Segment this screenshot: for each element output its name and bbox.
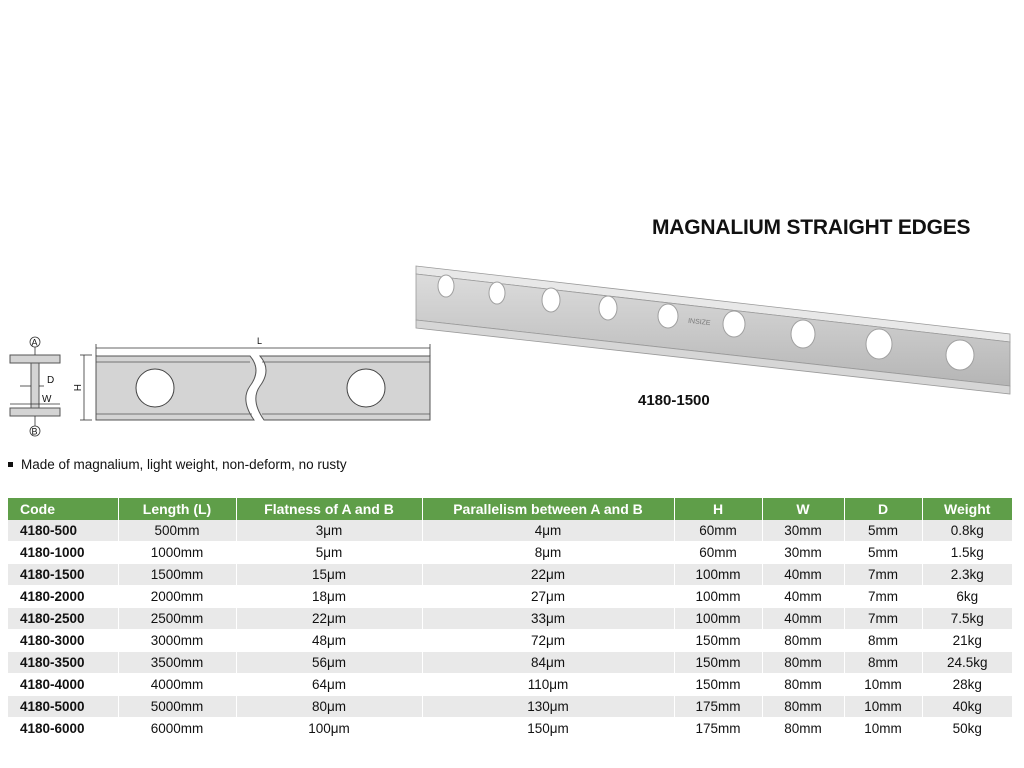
table-cell: 30mm (762, 520, 844, 542)
bullet-square-icon (8, 462, 13, 467)
table-cell: 80μm (236, 696, 422, 718)
brand-mark: INSIZE (687, 317, 711, 328)
table-cell: 6000mm (118, 718, 236, 740)
table-row (8, 696, 1012, 718)
table-cell: 500mm (118, 520, 236, 542)
table-cell: 100μm (236, 718, 422, 740)
table-cell: 5000mm (118, 696, 236, 718)
table-cell: 40mm (762, 608, 844, 630)
table-cell: 100mm (674, 564, 762, 586)
table-cell: 80mm (762, 718, 844, 740)
table-cell: 80mm (762, 630, 844, 652)
table-cell: 72μm (422, 630, 674, 652)
table-row (8, 520, 1012, 542)
column-header: Code (8, 498, 118, 520)
table-row (8, 718, 1012, 740)
label-w: W (42, 394, 52, 405)
table-cell: 8mm (844, 630, 922, 652)
table-cell: 10mm (844, 674, 922, 696)
model-code-cell: 4180-3000 (8, 630, 118, 652)
model-code-cell: 4180-2000 (8, 586, 118, 608)
table-cell: 150μm (422, 718, 674, 740)
table-cell: 2000mm (118, 586, 236, 608)
table-cell: 3μm (236, 520, 422, 542)
label-b: B (31, 426, 38, 437)
table-cell: 33μm (422, 608, 674, 630)
table-cell: 3500mm (118, 652, 236, 674)
table-cell: 100mm (674, 586, 762, 608)
table-cell: 80mm (762, 674, 844, 696)
table-row (8, 542, 1012, 564)
table-cell: 2500mm (118, 608, 236, 630)
column-header: W (762, 498, 844, 520)
table-cell: 175mm (674, 718, 762, 740)
label-l: L (257, 336, 263, 346)
feature-bullet (8, 457, 347, 472)
table-cell: 2.3kg (922, 564, 1012, 586)
table-cell: 56μm (236, 652, 422, 674)
table-cell: 0.8kg (922, 520, 1012, 542)
table-cell: 7.5kg (922, 608, 1012, 630)
table-cell: 4μm (422, 520, 674, 542)
table-cell: 60mm (674, 520, 762, 542)
table-cell: 1000mm (118, 542, 236, 564)
table-header-row (8, 498, 1012, 520)
dimension-diagram (0, 330, 440, 446)
table-cell: 8μm (422, 542, 674, 564)
table-cell: 1500mm (118, 564, 236, 586)
table-cell: 50kg (922, 718, 1012, 740)
model-code-cell: 4180-5000 (8, 696, 118, 718)
table-cell: 22μm (422, 564, 674, 586)
table-cell: 27μm (422, 586, 674, 608)
table-cell: 150mm (674, 652, 762, 674)
column-header: Length (L) (118, 498, 236, 520)
column-header: H (674, 498, 762, 520)
table-cell: 7mm (844, 608, 922, 630)
table-cell: 40kg (922, 696, 1012, 718)
table-cell: 64μm (236, 674, 422, 696)
table-cell: 8mm (844, 652, 922, 674)
table-cell: 5μm (236, 542, 422, 564)
feature-text: Made of magnalium, light weight, non-deform, no rusty (21, 457, 347, 472)
label-h: H (71, 384, 82, 392)
table-cell: 24.5kg (922, 652, 1012, 674)
column-header: Flatness of A and B (236, 498, 422, 520)
table-cell: 3000mm (118, 630, 236, 652)
table-cell: 175mm (674, 696, 762, 718)
table-cell: 150mm (674, 630, 762, 652)
table-row (8, 674, 1012, 696)
table-body (8, 520, 1012, 740)
table-cell: 40mm (762, 586, 844, 608)
table-cell: 10mm (844, 696, 922, 718)
table-cell: 80mm (762, 652, 844, 674)
table-cell: 6kg (922, 586, 1012, 608)
column-header: Parallelism between A and B (422, 498, 674, 520)
table-cell: 30mm (762, 542, 844, 564)
page-title: MAGNALIUM STRAIGHT EDGES (652, 216, 971, 239)
table-row (8, 586, 1012, 608)
model-code-cell: 4180-4000 (8, 674, 118, 696)
table-cell: 28kg (922, 674, 1012, 696)
model-code-cell: 4180-3500 (8, 652, 118, 674)
table-cell: 5mm (844, 542, 922, 564)
table-row (8, 652, 1012, 674)
table-row (8, 608, 1012, 630)
table-cell: 18μm (236, 586, 422, 608)
column-header: Weight (922, 498, 1012, 520)
table-cell: 4000mm (118, 674, 236, 696)
column-header: D (844, 498, 922, 520)
table-cell: 1.5kg (922, 542, 1012, 564)
table-cell: 80mm (762, 696, 844, 718)
model-code-cell: 4180-500 (8, 520, 118, 542)
table-cell: 100mm (674, 608, 762, 630)
model-code-cell: 4180-1000 (8, 542, 118, 564)
model-code-cell: 4180-6000 (8, 718, 118, 740)
table-cell: 150mm (674, 674, 762, 696)
straight-edge-photo (410, 258, 1022, 408)
table-cell: 21kg (922, 630, 1012, 652)
table-cell: 5mm (844, 520, 922, 542)
table-cell: 7mm (844, 564, 922, 586)
label-d: D (47, 375, 55, 386)
table-row (8, 630, 1012, 652)
table-cell: 10mm (844, 718, 922, 740)
table-row (8, 564, 1012, 586)
table-cell: 40mm (762, 564, 844, 586)
table-cell: 130μm (422, 696, 674, 718)
table-cell: 15μm (236, 564, 422, 586)
table-cell: 110μm (422, 674, 674, 696)
spec-table (8, 498, 1012, 740)
table-cell: 60mm (674, 542, 762, 564)
table-cell: 22μm (236, 608, 422, 630)
model-code-cell: 4180-2500 (8, 608, 118, 630)
model-code-cell: 4180-1500 (8, 564, 118, 586)
table-cell: 7mm (844, 586, 922, 608)
table-cell: 84μm (422, 652, 674, 674)
table-cell: 48μm (236, 630, 422, 652)
label-a: A (31, 337, 38, 348)
photo-model-code: 4180-1500 (638, 392, 710, 409)
